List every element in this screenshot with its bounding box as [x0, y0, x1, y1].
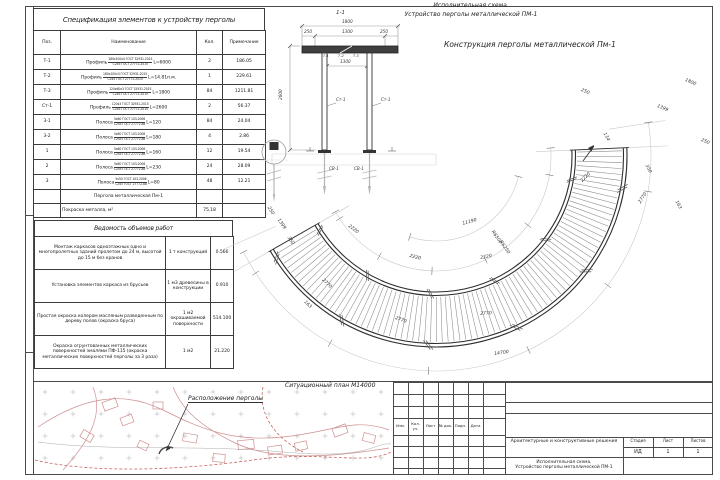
plan-dim-label: 2770: [320, 278, 333, 290]
title-block-header-row: [393, 418, 483, 435]
spec-col-pos: Поз.: [34, 31, 61, 55]
work-cell-desc: Монтаж каркасов одноэтажных одно и многопролетных зданий пролетом до 24 м, высотой до 15 м без кранов: [35, 237, 166, 270]
spec-cell-pos: 2: [34, 160, 61, 175]
title-block-header-cell: Лист: [425, 423, 436, 429]
title-block-header-cell: Изм.: [396, 423, 405, 429]
spec-cell-qty: 48: [197, 175, 223, 190]
work-table-row: [35, 303, 234, 336]
plan-dim-label: 250: [699, 138, 711, 147]
title-block-header-cell: Кол. уч.: [411, 421, 420, 431]
spec-cell-qty: 12: [197, 145, 223, 160]
beam-label-3: Т-3: [353, 54, 359, 58]
spec-cell-note: 186.05: [223, 55, 266, 70]
spec-cell-name: Полоса $\frac{\text{5х50 ГОСТ 103-2006}}{\text{С245 ГОСТ 27772-88}}$ L=80: [61, 175, 197, 190]
work-cell-unit: 1 м3 древесины в конструкции: [166, 270, 211, 303]
spec-cell-name: Профиль $\frac{\text{120х60х3 ГОСТ 32931-2015}}{\text{С245 ГОСТ 27772-2015}}$ L=1800: [61, 85, 197, 100]
spec-group-header: Пергола металлическая Пм-1: [61, 190, 197, 204]
plan-dim-label: 11190: [462, 217, 478, 227]
spec-cell-name: Профиль $\frac{\text{120х3 ГОСТ 32931-2015}}{\text{С245 ГОСТ 27772-2015}}$ L=2600: [61, 100, 197, 115]
doc-title-line1: Исполнительная схема.: [536, 460, 592, 465]
spec-col-qty: Кол.: [197, 31, 223, 55]
sheets-label: Листов: [690, 437, 706, 443]
doc-title-line2: Устройство перголы металлической ПМ-1: [515, 465, 613, 471]
plan-dim-label: 14700: [494, 349, 510, 357]
title-block-header-cell: Дата: [470, 423, 481, 429]
pile-label-1: СВ-1: [329, 166, 339, 171]
spec-table-row: [34, 100, 266, 115]
dim-inner: 1300: [340, 59, 351, 64]
spec-table: [33, 8, 265, 218]
plan-dim-label: 250: [579, 88, 591, 97]
sheet-header-line2: Устройство перголы металлической ПМ-1: [404, 11, 538, 18]
plan-caption: Конструкция перголы металлической Пм-1: [444, 40, 616, 49]
dim-total: 1800: [342, 19, 353, 24]
work-cell-unit: 1 т конструкций: [166, 237, 211, 270]
spec-table-row: [34, 145, 266, 160]
plan-dim-label: 1399: [275, 218, 287, 231]
work-cell-qty: 0.566: [211, 237, 234, 270]
work-cell-qty: 0.910: [211, 270, 234, 303]
spec-cell-qty: 2: [197, 100, 223, 115]
spec-cell-note: 28.09: [223, 160, 266, 175]
sheet-value: 1: [666, 449, 670, 455]
work-cell-unit: 1 м2 окрашиваемой поверхности: [166, 303, 211, 336]
doc-title: [505, 460, 623, 471]
spec-cell-pos: 1: [34, 145, 61, 160]
spec-table-row: [34, 115, 266, 130]
spec-table-title: Спецификация элементов к устройству перголы: [33, 8, 265, 31]
spec-cell-pos: 3-1: [34, 115, 61, 130]
plan-dim-label: 2220: [480, 253, 493, 261]
plan-dim-label: 163: [302, 300, 313, 310]
plan-dim-label: 350: [643, 164, 653, 175]
spec-cell-pos: Т-1: [34, 55, 61, 70]
spec-cell-note: 229.61: [223, 70, 266, 85]
spec-table-row: [34, 175, 266, 190]
dim-mid: 1300: [342, 29, 353, 34]
work-cell-qty: 514.100: [211, 303, 234, 336]
spec-cell-name: Полоса $\frac{\text{5х60 ГОСТ 103-2006}}{\text{С245 ГОСТ 27772-88}}$ L=160: [61, 145, 197, 160]
title-block-header-cell: № док.: [438, 423, 453, 429]
plan-dim-label: R6250: [497, 240, 511, 256]
spec-cell-pos: Ст-1: [34, 100, 61, 115]
spec-footer-row: [34, 204, 266, 218]
stage-value: ИД: [634, 449, 642, 455]
spec-cell-qty: 4: [197, 130, 223, 145]
plan-dim-label: 1800: [683, 78, 697, 88]
plan-dim-label: 2770: [394, 316, 407, 325]
spec-col-name: Наименование: [61, 31, 197, 55]
plan-dim-label: 163: [673, 200, 683, 211]
spec-cell-note: 56.37: [223, 100, 266, 115]
spec-cell-note: 12.21: [223, 175, 266, 190]
title-block: [393, 382, 713, 474]
beam-label-2: Т-2: [338, 54, 344, 58]
spec-cell-pos: Т-3: [34, 85, 61, 100]
spec-cell-name: Профиль $\frac{\text{180х100х4 ГОСТ 32931-2015}}{\text{С245 ГОСТ 27772-2015}}$ L=6000: [61, 55, 197, 70]
spec-table-row: [34, 70, 266, 85]
spec-cell-name: Полоса $\frac{\text{5х60 ГОСТ 103-2006}}{\text{С245 ГОСТ 27772-88}}$ L=230: [61, 160, 197, 175]
work-table: [34, 220, 233, 369]
sheets-value: 1: [696, 449, 700, 455]
beam-label-1: Т-1: [323, 54, 329, 58]
spec-cell-pos: 3-2: [34, 130, 61, 145]
plan-dim-label: 2770: [638, 192, 649, 205]
plan-dim-label: 250: [265, 206, 275, 217]
spec-cell-qty: 24: [197, 160, 223, 175]
spec-group-row: [34, 190, 266, 204]
dim-left: 250: [304, 29, 312, 34]
spec-cell-name: Профиль $\frac{\text{180х100х3 ГОСТ 32931-2015}}{\text{С245 ГОСТ 27772-2015}}$ L=14.81п.м.: [61, 70, 197, 85]
spec-footer-label: Покраска металла, м²: [61, 204, 197, 218]
post-label-1: Ст-1: [336, 97, 346, 102]
spec-cell-note: 1211.81: [223, 85, 266, 100]
work-table-row: [35, 270, 234, 303]
plan-dim-label: 350: [285, 236, 295, 247]
plan-dim-label: 134: [601, 132, 611, 143]
spec-table-header: [34, 31, 266, 55]
site-plan-pointer-label: Расположение перголы: [188, 395, 264, 402]
plan-dim-label: 2770: [480, 311, 493, 317]
work-table-row: [35, 237, 234, 270]
spec-cell-qty: 84: [197, 85, 223, 100]
stage-label: Стадия: [630, 437, 646, 443]
site-plan-caption: Ситуационный план М14000: [285, 382, 376, 389]
spec-cell-pos: Т-2: [34, 70, 61, 85]
sheet-header-line1: Исполнительная схема.: [433, 2, 509, 9]
plan-drawing: [250, 60, 715, 385]
title-block-header-cell: Подп.: [454, 423, 467, 429]
spec-table-row: [34, 160, 266, 175]
spec-cell-note: 24.04: [223, 115, 266, 130]
spec-cell-name: Полоса $\frac{\text{5х60 ГОСТ 103-2006}}{\text{С245 ГОСТ 27772-88}}$ L=120: [61, 115, 197, 130]
plan-dim-label: R6500: [489, 230, 503, 246]
plan-dim-label: 2220: [580, 171, 592, 184]
plan-dim-label: 2220: [346, 224, 360, 236]
spec-footer-qty: 75.18: [197, 204, 223, 218]
pile-label-2: СВ-1: [354, 166, 364, 171]
work-table-title: Ведомость объемов работ: [34, 220, 233, 237]
work-cell-desc: Установка элементов каркаса из брусьев: [35, 270, 166, 303]
spec-cell-qty: 1: [197, 70, 223, 85]
section-label: 1-1: [336, 10, 345, 16]
spec-cell-note: 19.54: [223, 145, 266, 160]
spec-cell-note: 2.86: [223, 130, 266, 145]
spec-cell-qty: 2: [197, 55, 223, 70]
spec-cell-qty: 84: [197, 115, 223, 130]
spec-table-row: [34, 85, 266, 100]
dim-height: 2600: [278, 89, 283, 100]
post-label-2: Ст-1: [381, 97, 391, 102]
dim-right: 250: [380, 29, 388, 34]
sheet-label: Лист: [662, 437, 674, 443]
spec-table-row: [34, 55, 266, 70]
work-table-row: [35, 336, 234, 369]
spec-cell-pos: 3: [34, 175, 61, 190]
work-cell-desc: Окраска огрунтованных металлических поверхностей эмалями ПФ-115 (окраска металлических поверхностей перголы за 3 раза): [35, 336, 166, 369]
spec-cell-name: Полоса $\frac{\text{5х60 ГОСТ 103-2006}}{\text{С245 ГОСТ 27772-88}}$ L=180: [61, 130, 197, 145]
plan-dim-label: 1399: [655, 104, 669, 114]
spec-table-row: [34, 130, 266, 145]
work-cell-qty: 21.220: [211, 336, 234, 369]
work-cell-desc: Простая окраска колером масляным разведенным по дереву полов (окраска бруса): [35, 303, 166, 336]
plan-dim-labels: [250, 60, 715, 385]
work-cell-unit: 1 м2: [166, 336, 211, 369]
spec-col-note: Примечание: [223, 31, 266, 55]
doc-type: Архитектурные и конструктивные решения: [510, 439, 618, 444]
plan-dim-label: 2220: [408, 254, 422, 262]
